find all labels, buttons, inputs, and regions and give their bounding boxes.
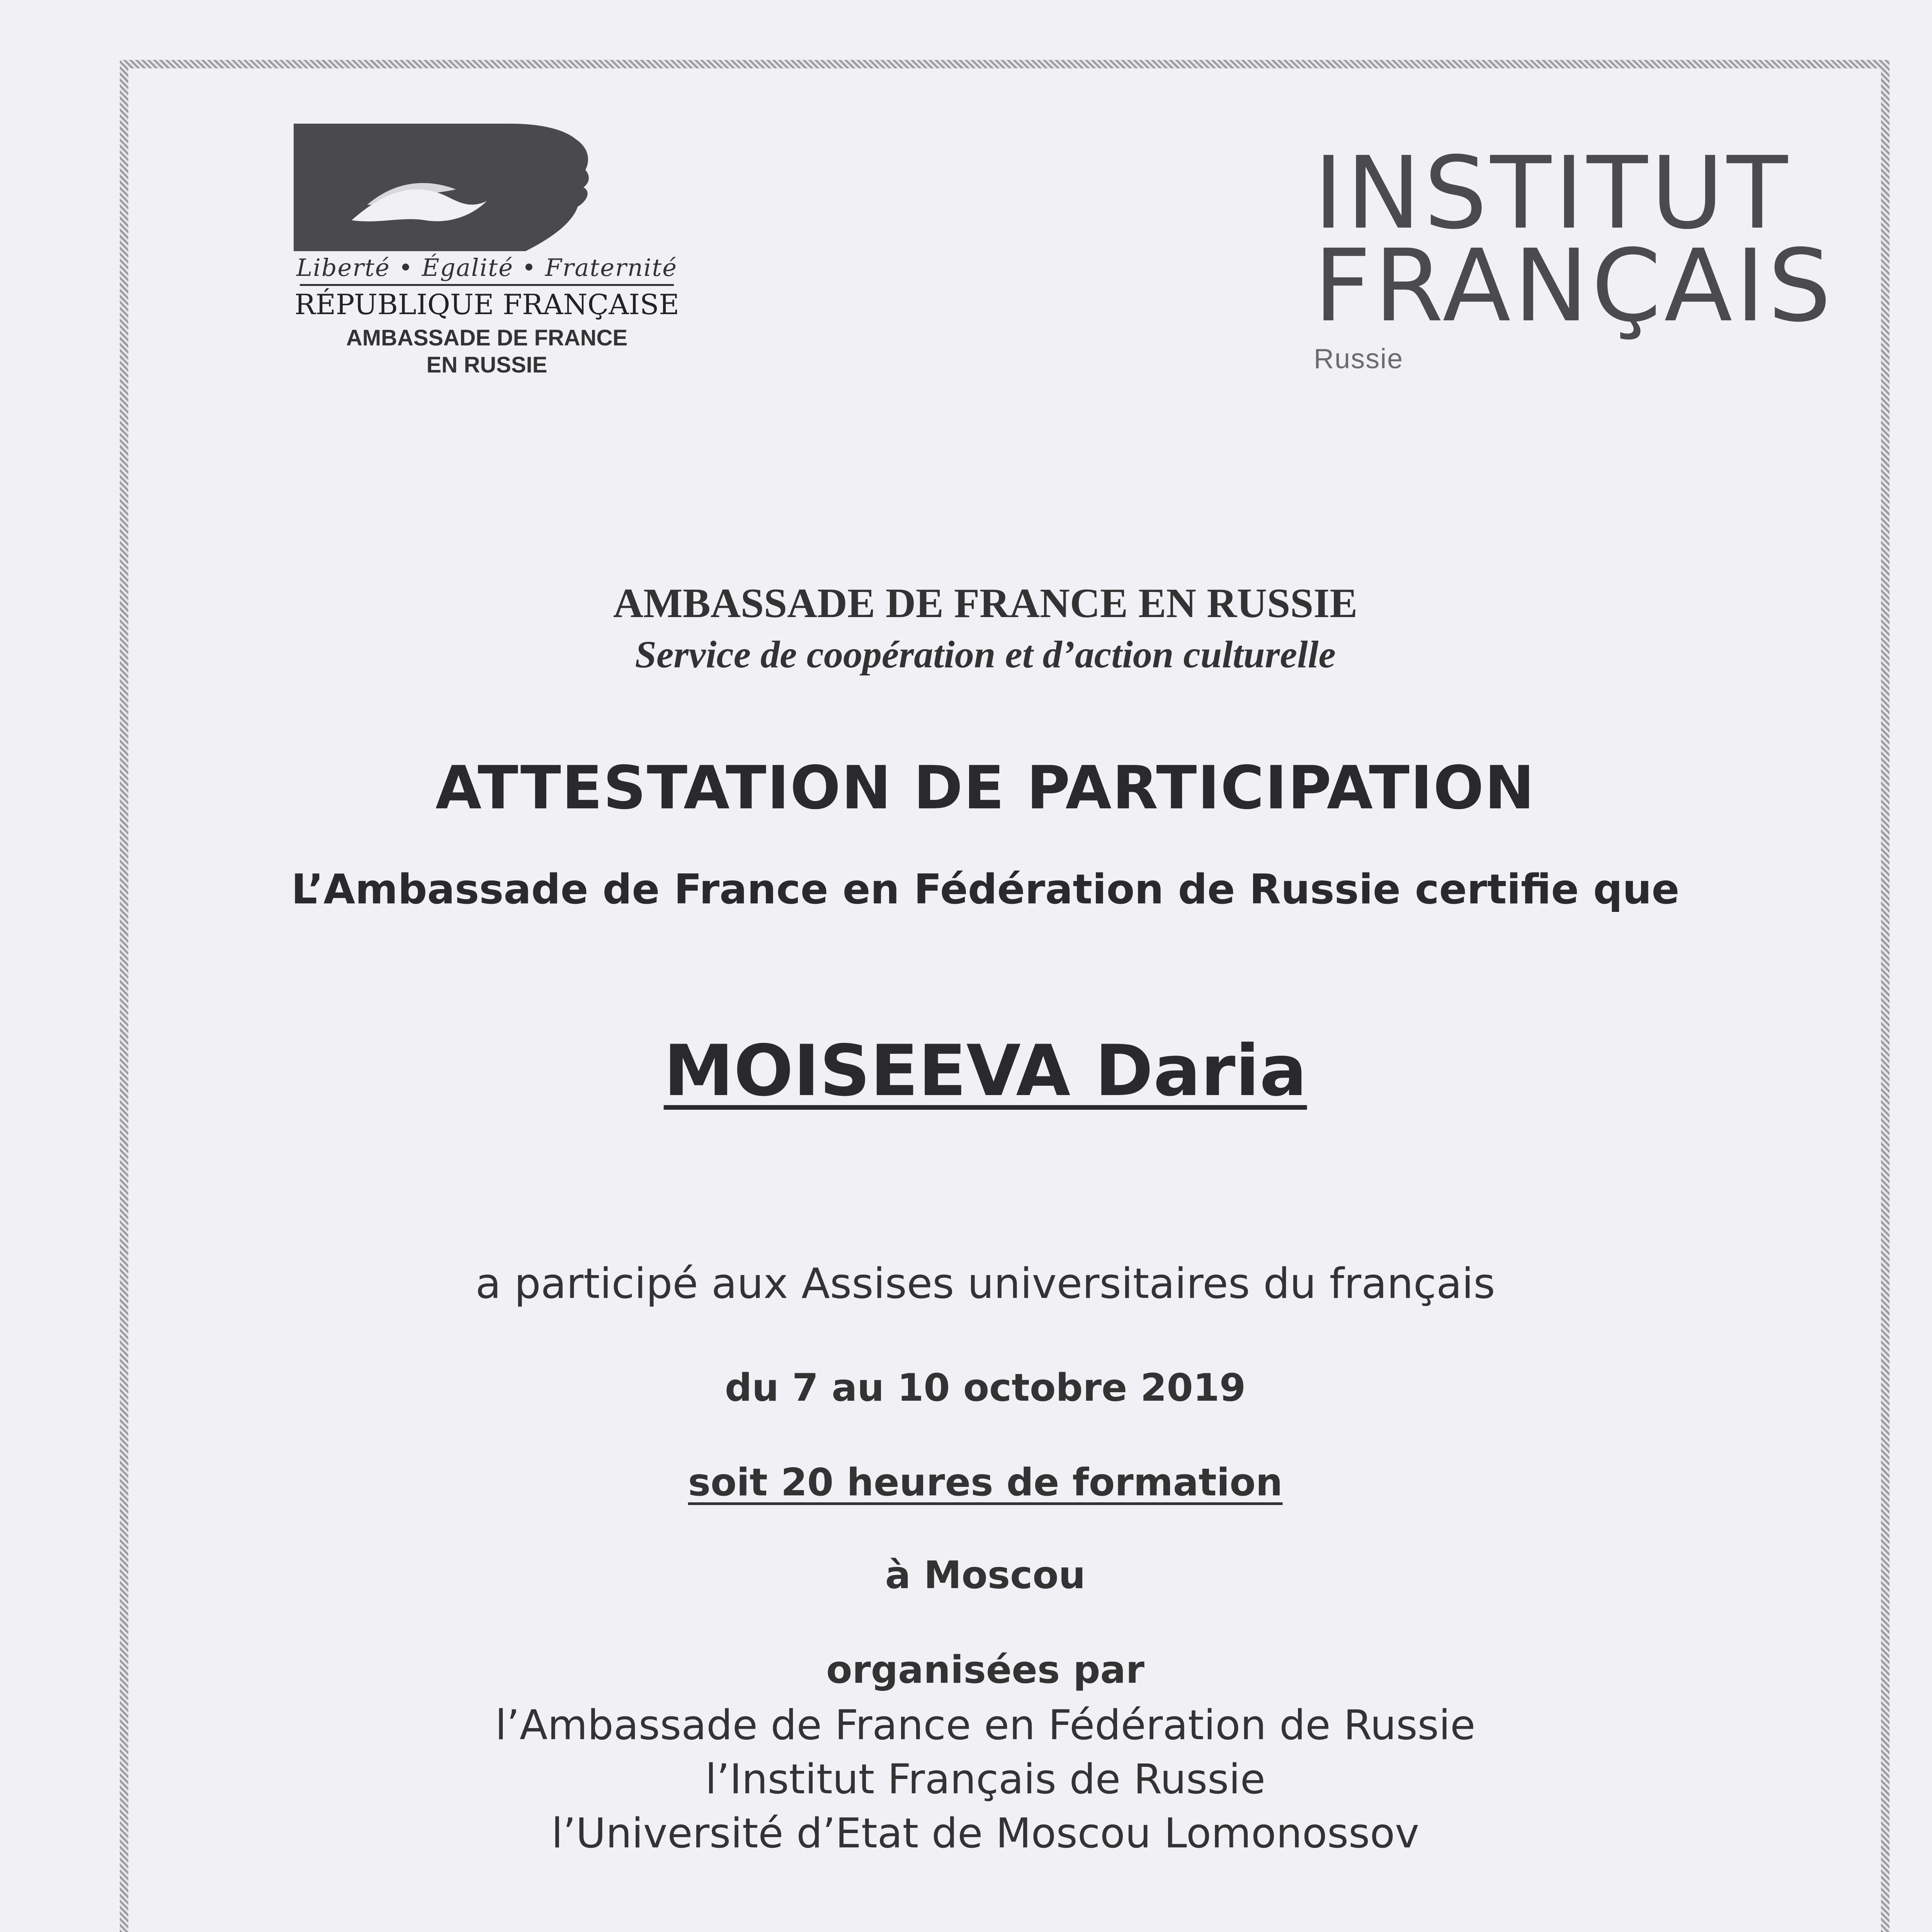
certify-line: L’Ambassade de France en Fédération de Russie certifie que <box>291 866 1680 913</box>
document-title: ATTESTATION DE PARTICIPATION <box>435 753 1536 823</box>
participation-text: a participé aux Assises universitaires du français <box>475 1260 1495 1308</box>
embassy-heading: AMBASSADE DE FRANCE EN RUSSIE <box>613 580 1358 626</box>
embassy-line-1: AMBASSADE DE FRANCE <box>346 325 628 350</box>
city-text: à Moscou <box>885 1553 1086 1597</box>
logo-subtitle: Russie <box>1314 344 1404 374</box>
republic-name: RÉPUBLIQUE FRANÇAISE <box>294 288 679 321</box>
republique-francaise-logo <box>294 124 680 379</box>
organisers-list <box>0 1698 1932 1861</box>
organiser-item: l’Ambassade de France en Fédération de Russie <box>495 1701 1476 1749</box>
organised-by-label: organisées par <box>826 1648 1145 1692</box>
participant-name: MOISEEVA Daria <box>663 1030 1307 1112</box>
service-heading: Service de coopération et d’action culturelle <box>635 633 1336 676</box>
divider <box>300 284 674 286</box>
organiser-item: l’Université d’Etat de Moscou Lomonossov <box>551 1810 1419 1857</box>
embassy-line-2: EN RUSSIE <box>426 352 548 378</box>
institut-francais-logo <box>1314 135 1835 375</box>
hours-text: soit 20 heures de formation <box>688 1461 1283 1505</box>
dates-text: du 7 au 10 octobre 2019 <box>724 1366 1246 1410</box>
marianne-icon <box>294 124 676 251</box>
logo-line-2: FRANÇAIS <box>1314 228 1835 344</box>
motto: Liberté • Égalité • Fraternité <box>296 253 677 282</box>
organiser-item: l’Institut Français de Russie <box>705 1755 1265 1803</box>
logo-line-1: INSTITUT <box>1314 135 1791 251</box>
